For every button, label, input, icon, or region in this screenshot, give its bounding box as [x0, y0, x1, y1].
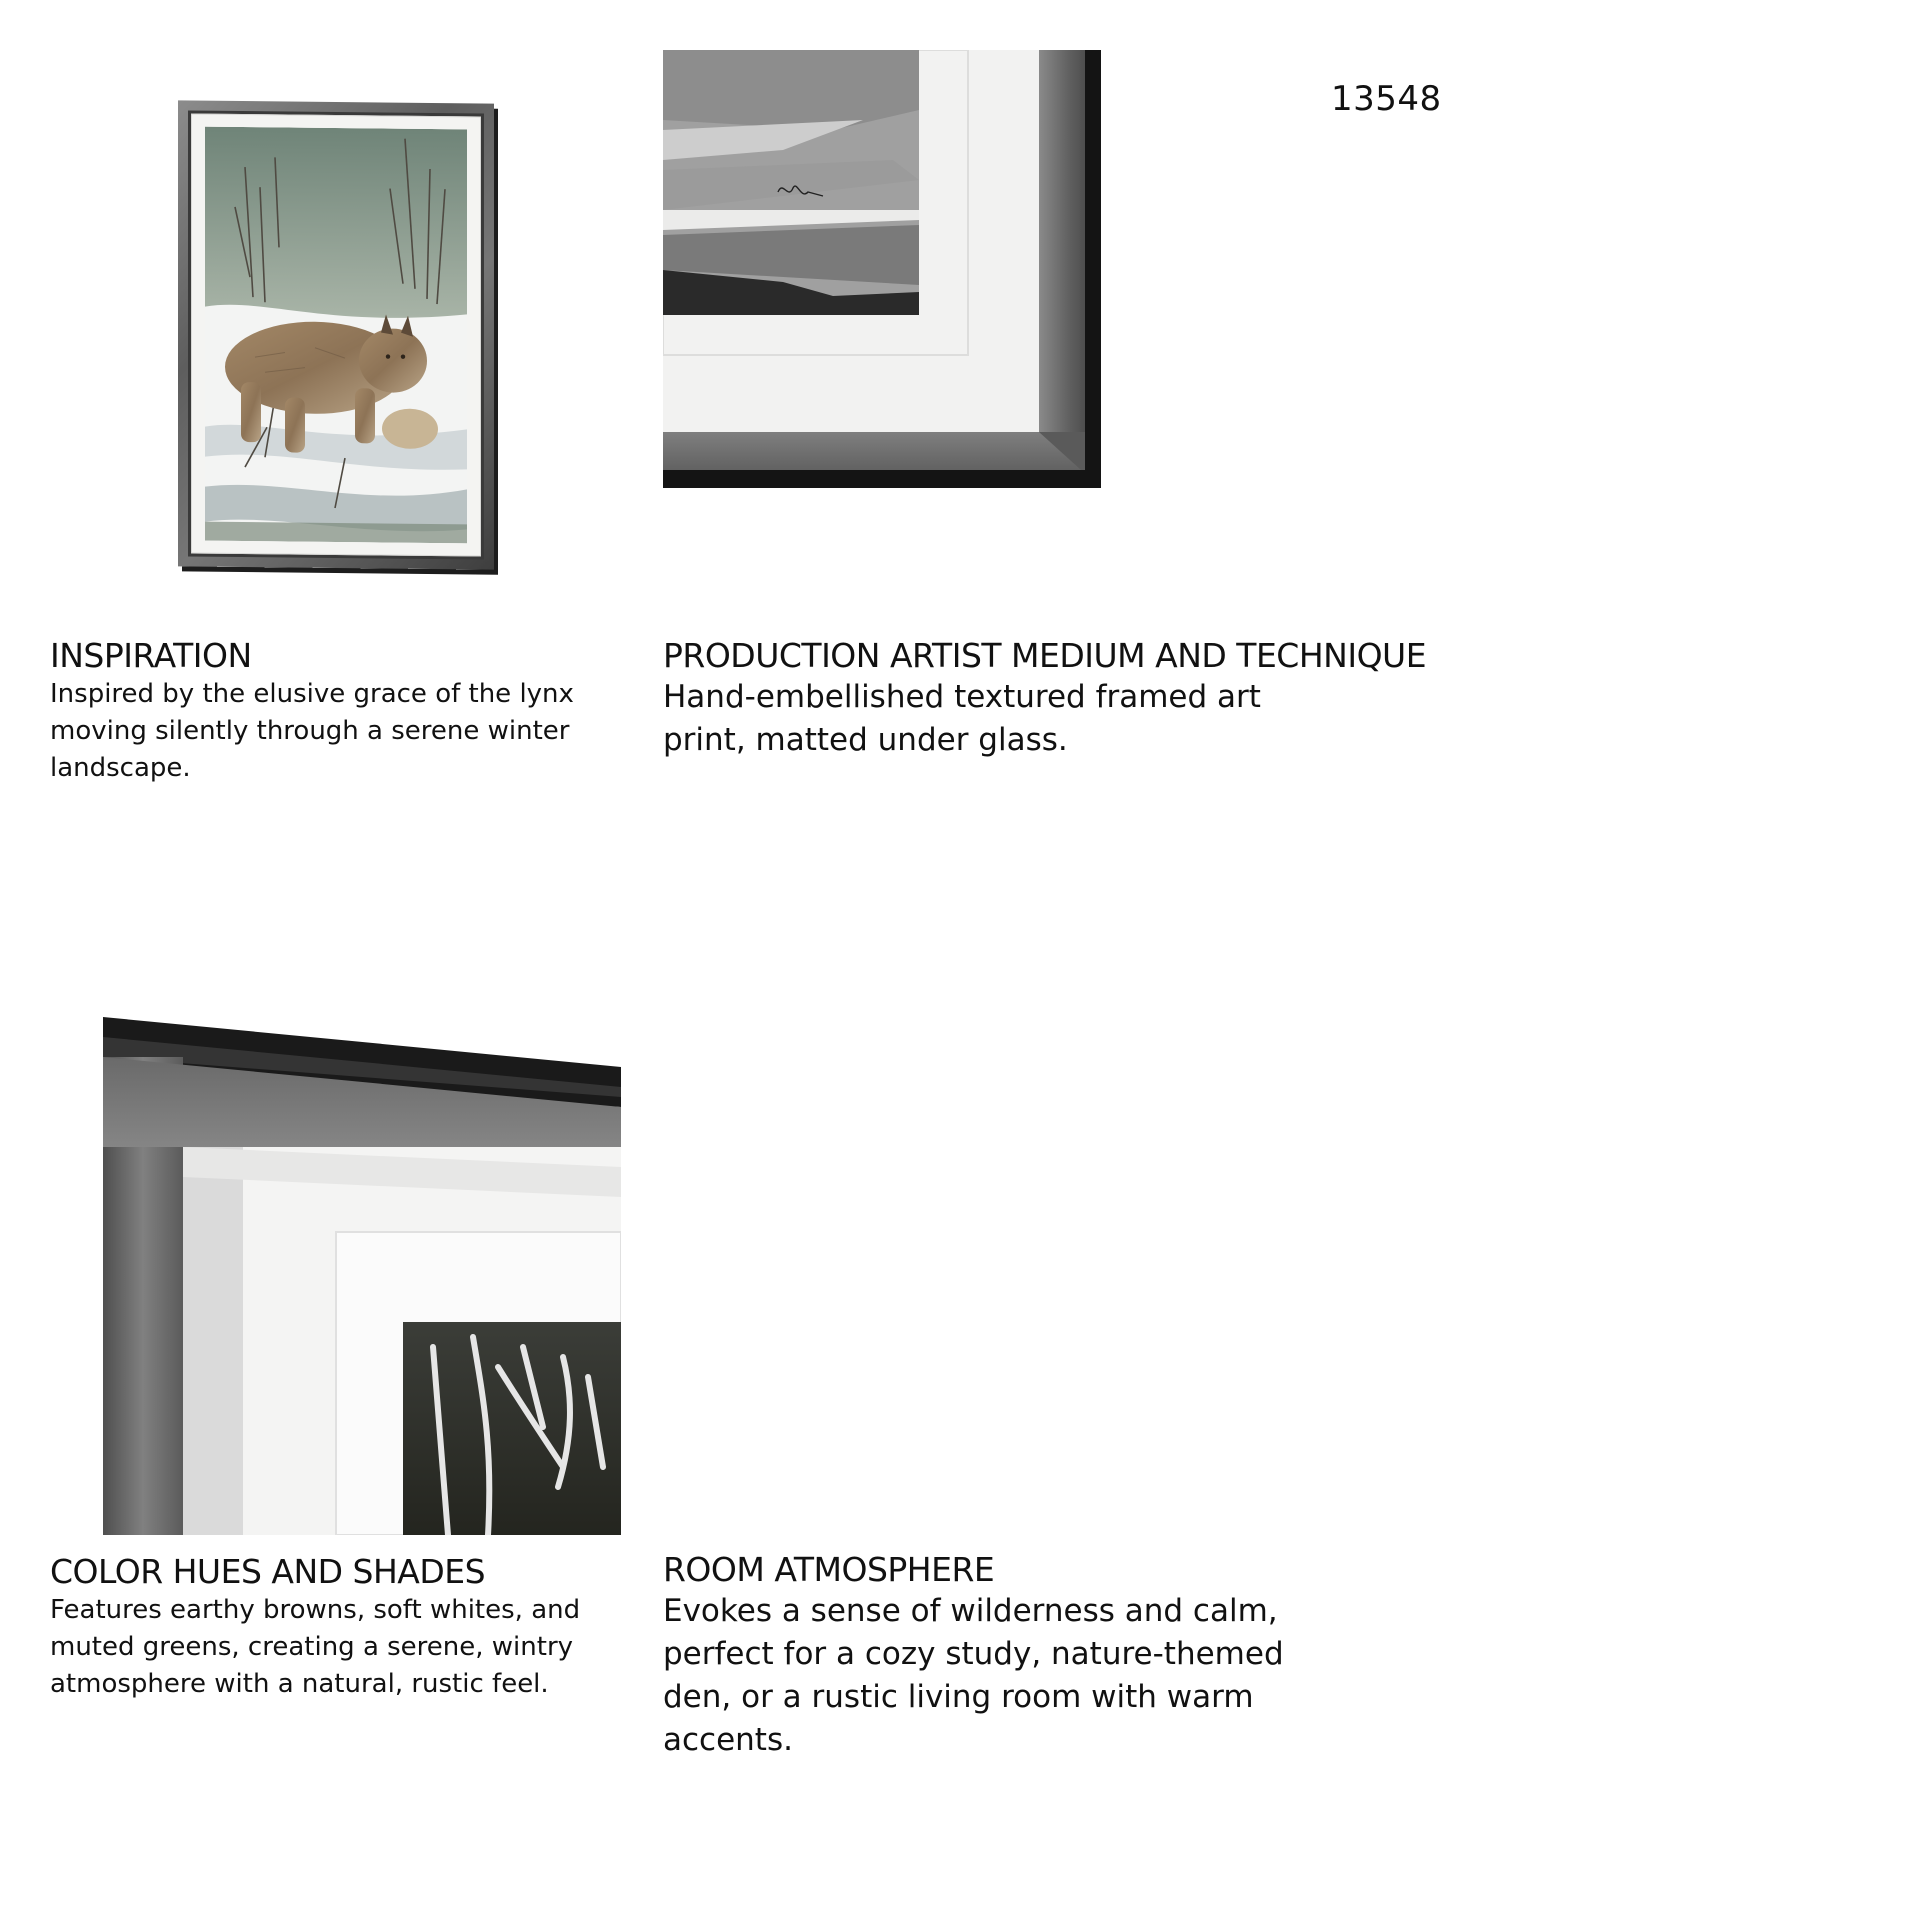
product-sku: 13548: [1331, 79, 1442, 119]
inspiration-section: [50, 636, 610, 787]
frame-corner-detail-bottom-right: [663, 50, 1101, 488]
production-section: [663, 636, 1583, 762]
room-line-2: perfect for a cozy study, nature-themed: [663, 1636, 1284, 1672]
production-heading: PRODUCTION ARTIST MEDIUM AND TECHNIQUE: [663, 636, 1427, 675]
color-line-2: muted greens, creating a serene, wintry: [50, 1632, 574, 1662]
room-section: [663, 1550, 1363, 1762]
inspiration-heading: INSPIRATION: [50, 636, 252, 675]
color-line-1: Features earthy browns, soft whites, and: [50, 1595, 581, 1625]
inspiration-line-1: Inspired by the elusive grace of the lynx: [50, 679, 574, 709]
framed-lynx-art-image: [178, 100, 494, 569]
production-line-1: Hand-embellished textured framed art: [663, 679, 1261, 715]
production-line-2: print, matted under glass.: [663, 722, 1068, 758]
lynx-watercolor: [205, 127, 467, 544]
room-heading: ROOM ATMOSPHERE: [663, 1550, 995, 1589]
room-line-1: Evokes a sense of wilderness and calm,: [663, 1593, 1278, 1629]
frame-corner-detail-top-left: [103, 1017, 621, 1535]
room-line-4: accents.: [663, 1722, 793, 1758]
inspiration-line-2: moving silently through a serene winter: [50, 716, 570, 746]
color-heading: COLOR HUES AND SHADES: [50, 1552, 486, 1591]
room-line-3: den, or a rustic living room with warm: [663, 1679, 1254, 1715]
color-section: [50, 1552, 610, 1703]
inspiration-line-3: landscape.: [50, 753, 191, 783]
color-line-3: atmosphere with a natural, rustic feel.: [50, 1669, 549, 1699]
